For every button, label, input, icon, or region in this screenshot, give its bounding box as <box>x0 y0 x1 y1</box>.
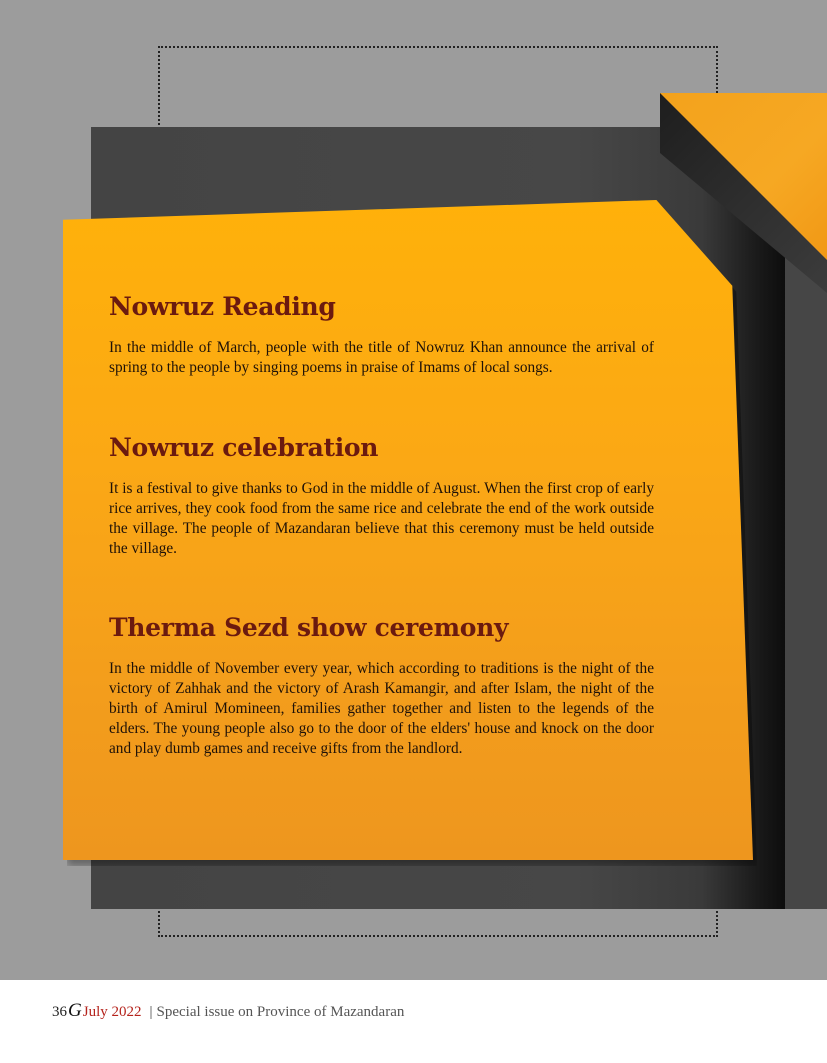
page-number: 36 <box>52 1004 67 1020</box>
section-therma-sezd <box>109 611 654 759</box>
section-heading: Therma Sezd show ceremony <box>109 613 509 642</box>
section-nowruz-reading <box>109 290 654 378</box>
section-body: In the middle of March, people with the title of Nowruz Khan announce the arrival of spring to the people by singing poems in praise of Imams of local songs. <box>109 339 654 376</box>
section-heading: Nowruz Reading <box>109 292 336 321</box>
magazine-logo: G <box>68 1000 82 1021</box>
section-body: In the middle of November every year, which according to traditions is the night of the victory of Zahhak and the victory of Arash Kamangir, and after Islam, the night of the birth of Amirul Momineen, families gather together and listen to the legends of the elders. The young people also go to the door of the elders' house and knock on the door and play dumb games and receive gifts from the landlord. <box>109 660 654 757</box>
section-body: It is a festival to give thanks to God in the middle of August. When the first crop of early rice arrives, they cook food from the same rice and celebrate the end of the work outside the village. The people of Mazandaran believe that this ceremony must be held outside the village. <box>109 480 654 557</box>
issue-date: July 2022 <box>82 1004 142 1020</box>
page-footer <box>52 1000 404 1022</box>
section-nowruz-celebration <box>109 431 654 559</box>
section-heading: Nowruz celebration <box>109 433 379 462</box>
issue-title: Special issue on Province of Mazandaran <box>156 1004 405 1020</box>
footer-separator: | <box>149 1004 153 1020</box>
